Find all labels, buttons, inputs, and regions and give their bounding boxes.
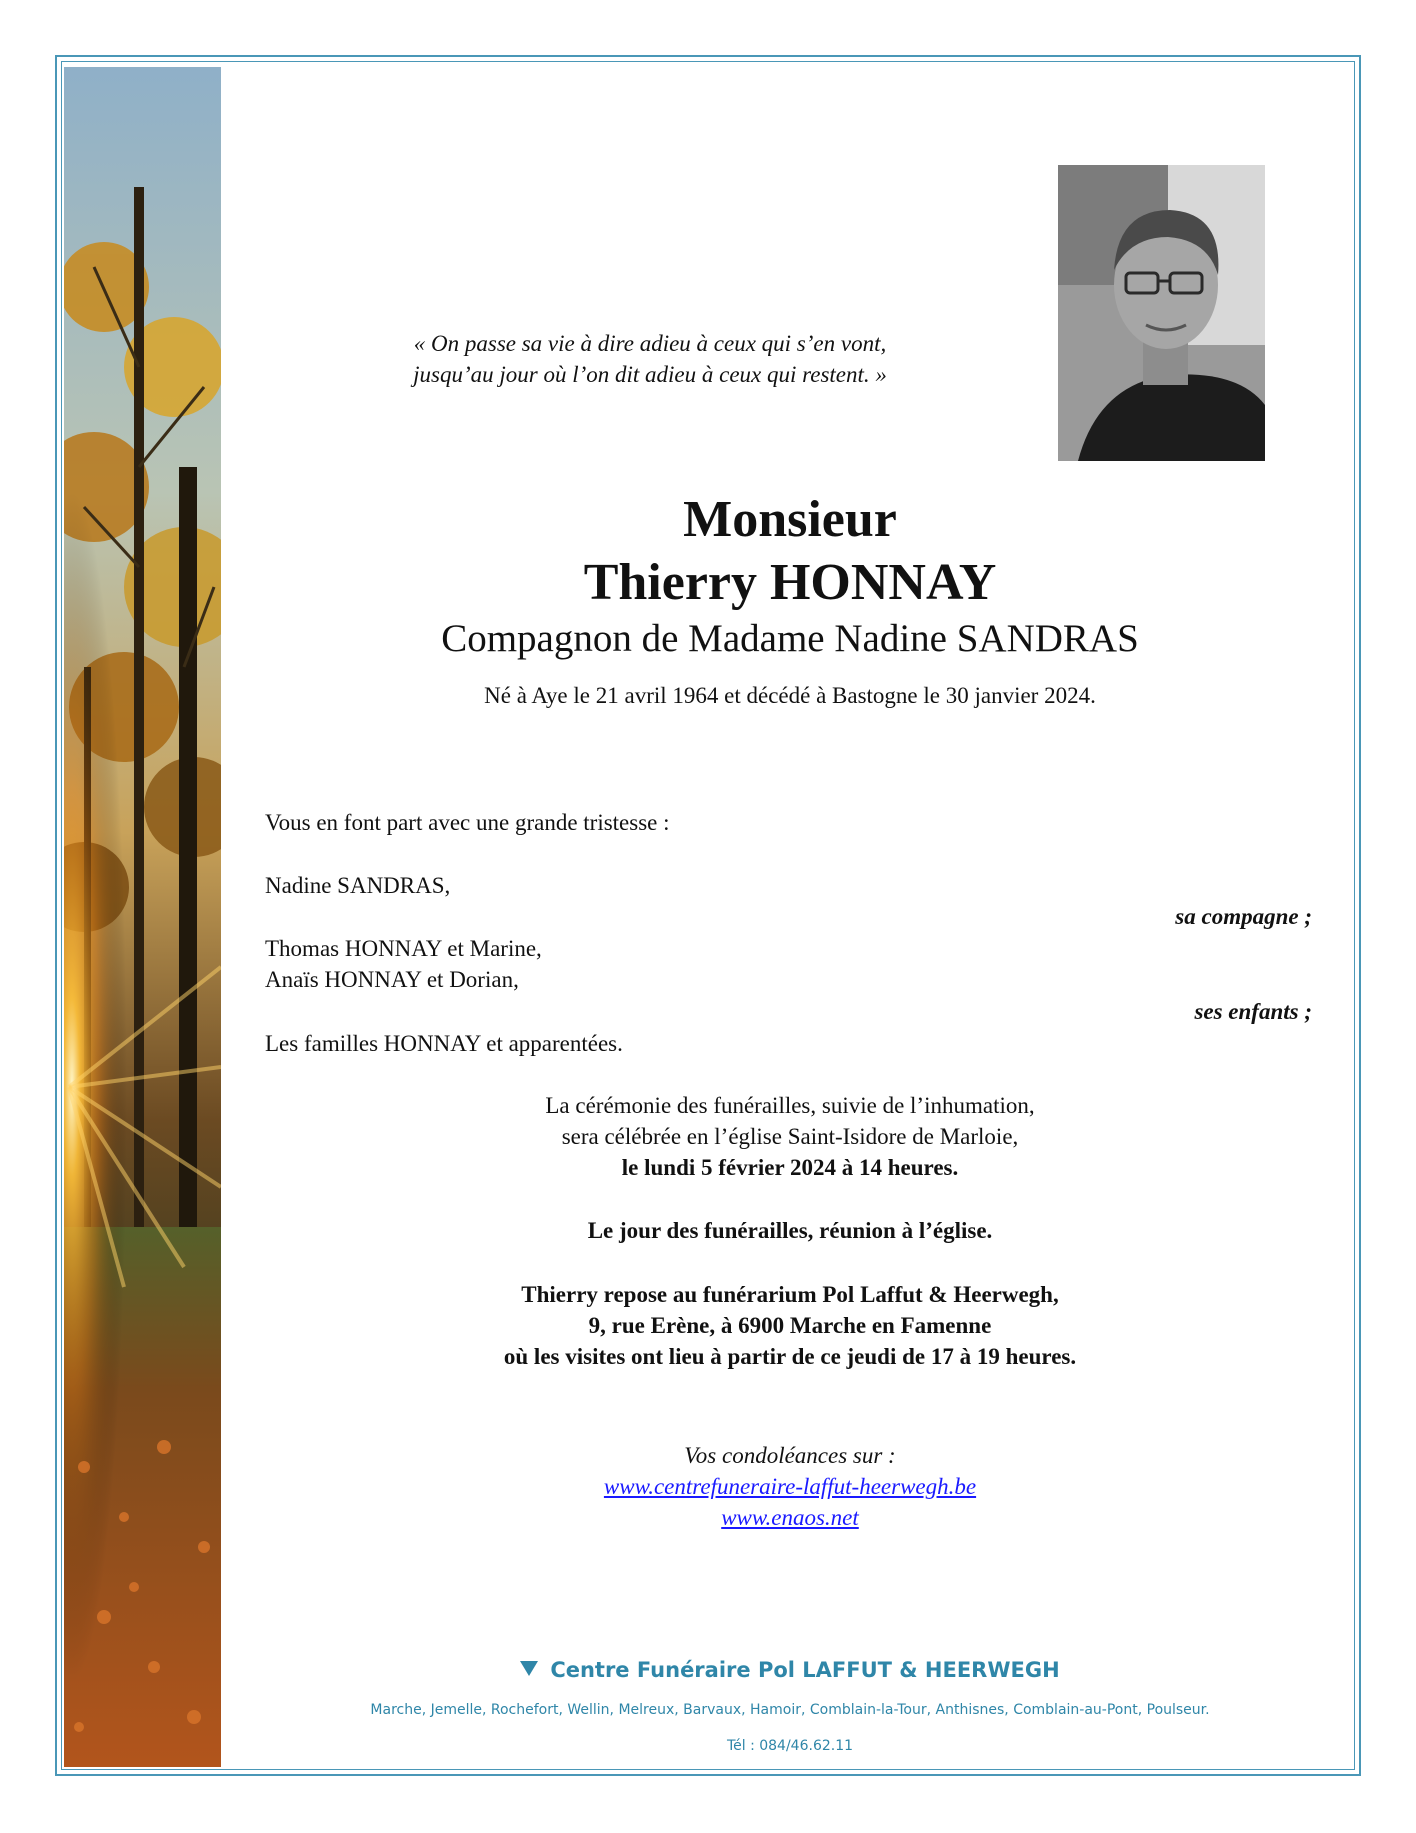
birth-death-dates: Né à Aye le 21 avril 1964 et décédé à Bastogne le 30 janvier 2024. [484,683,1096,708]
children-relation: ses enfants ; [1194,999,1312,1024]
rest-line-3: où les visites ont lieu à partir de ce jeudi de 17 à 19 heures. [503,1344,1077,1369]
condolences-link-laffut[interactable]: www.centrefuneraire-laffut-heerwegh.be [603,1474,977,1499]
autumn-forest-image [64,67,221,1767]
civility-title: Monsieur [683,491,897,548]
portrait-photo [1058,165,1265,461]
rest-line-1: Thierry repose au funérarium Pol Laffut & Heerwegh, [521,1282,1059,1307]
meeting-info: Le jour des funérailles, réunion à l’église. [587,1218,993,1243]
quote-line-1: « On passe sa vie à dire adieu à ceux qui s’en vont, [413,331,887,356]
funeral-home-locations: Marche, Jemelle, Rochefort, Wellin, Melreux, Barvaux, Hamoir, Comblain-la-Tour, Anthisnes, Comblain-au-Pont, Poulseur. [370,1702,1210,1718]
triangle-down-icon [520,1661,538,1676]
ceremony-line-1: La cérémonie des funérailles, suivie de l’inhumation, [545,1093,1035,1118]
quote-line-2: jusqu’au jour où l’on dit adieu à ceux qui restent. » [413,362,887,387]
condolences-label: Vos condoléances sur : [684,1443,896,1468]
announcement-intro: Vous en font part avec une grande tristesse : [265,810,670,835]
child-2: Anaïs HONNAY et Dorian, [265,967,519,992]
ceremony-datetime: le lundi 5 février 2024 à 14 heures. [621,1155,959,1180]
ceremony-line-2: sera célébrée en l’église Saint-Isidore de Marloie, [561,1124,1019,1149]
partner-relation: sa compagne ; [1175,904,1312,929]
condolences-link-enaos[interactable]: www.enaos.net [721,1505,859,1530]
funeral-home-phone: Tél : 084/46.62.11 [726,1738,854,1754]
rest-line-2: 9, rue Erène, à 6900 Marche en Famenne [588,1313,992,1338]
families-line: Les familles HONNAY et apparentées. [265,1031,623,1056]
child-1: Thomas HONNAY et Marine, [265,936,542,961]
deceased-name: Thierry HONNAY [583,554,997,611]
companion-line: Compagnon de Madame Nadine SANDRAS [441,617,1139,660]
partner-name: Nadine SANDRAS, [265,873,451,898]
funeral-home-name [300,1656,1280,1684]
epitaph-quote [300,328,1000,390]
funeral-home-label: Centre Funéraire Pol LAFFUT & HEERWEGH [550,1658,1060,1682]
